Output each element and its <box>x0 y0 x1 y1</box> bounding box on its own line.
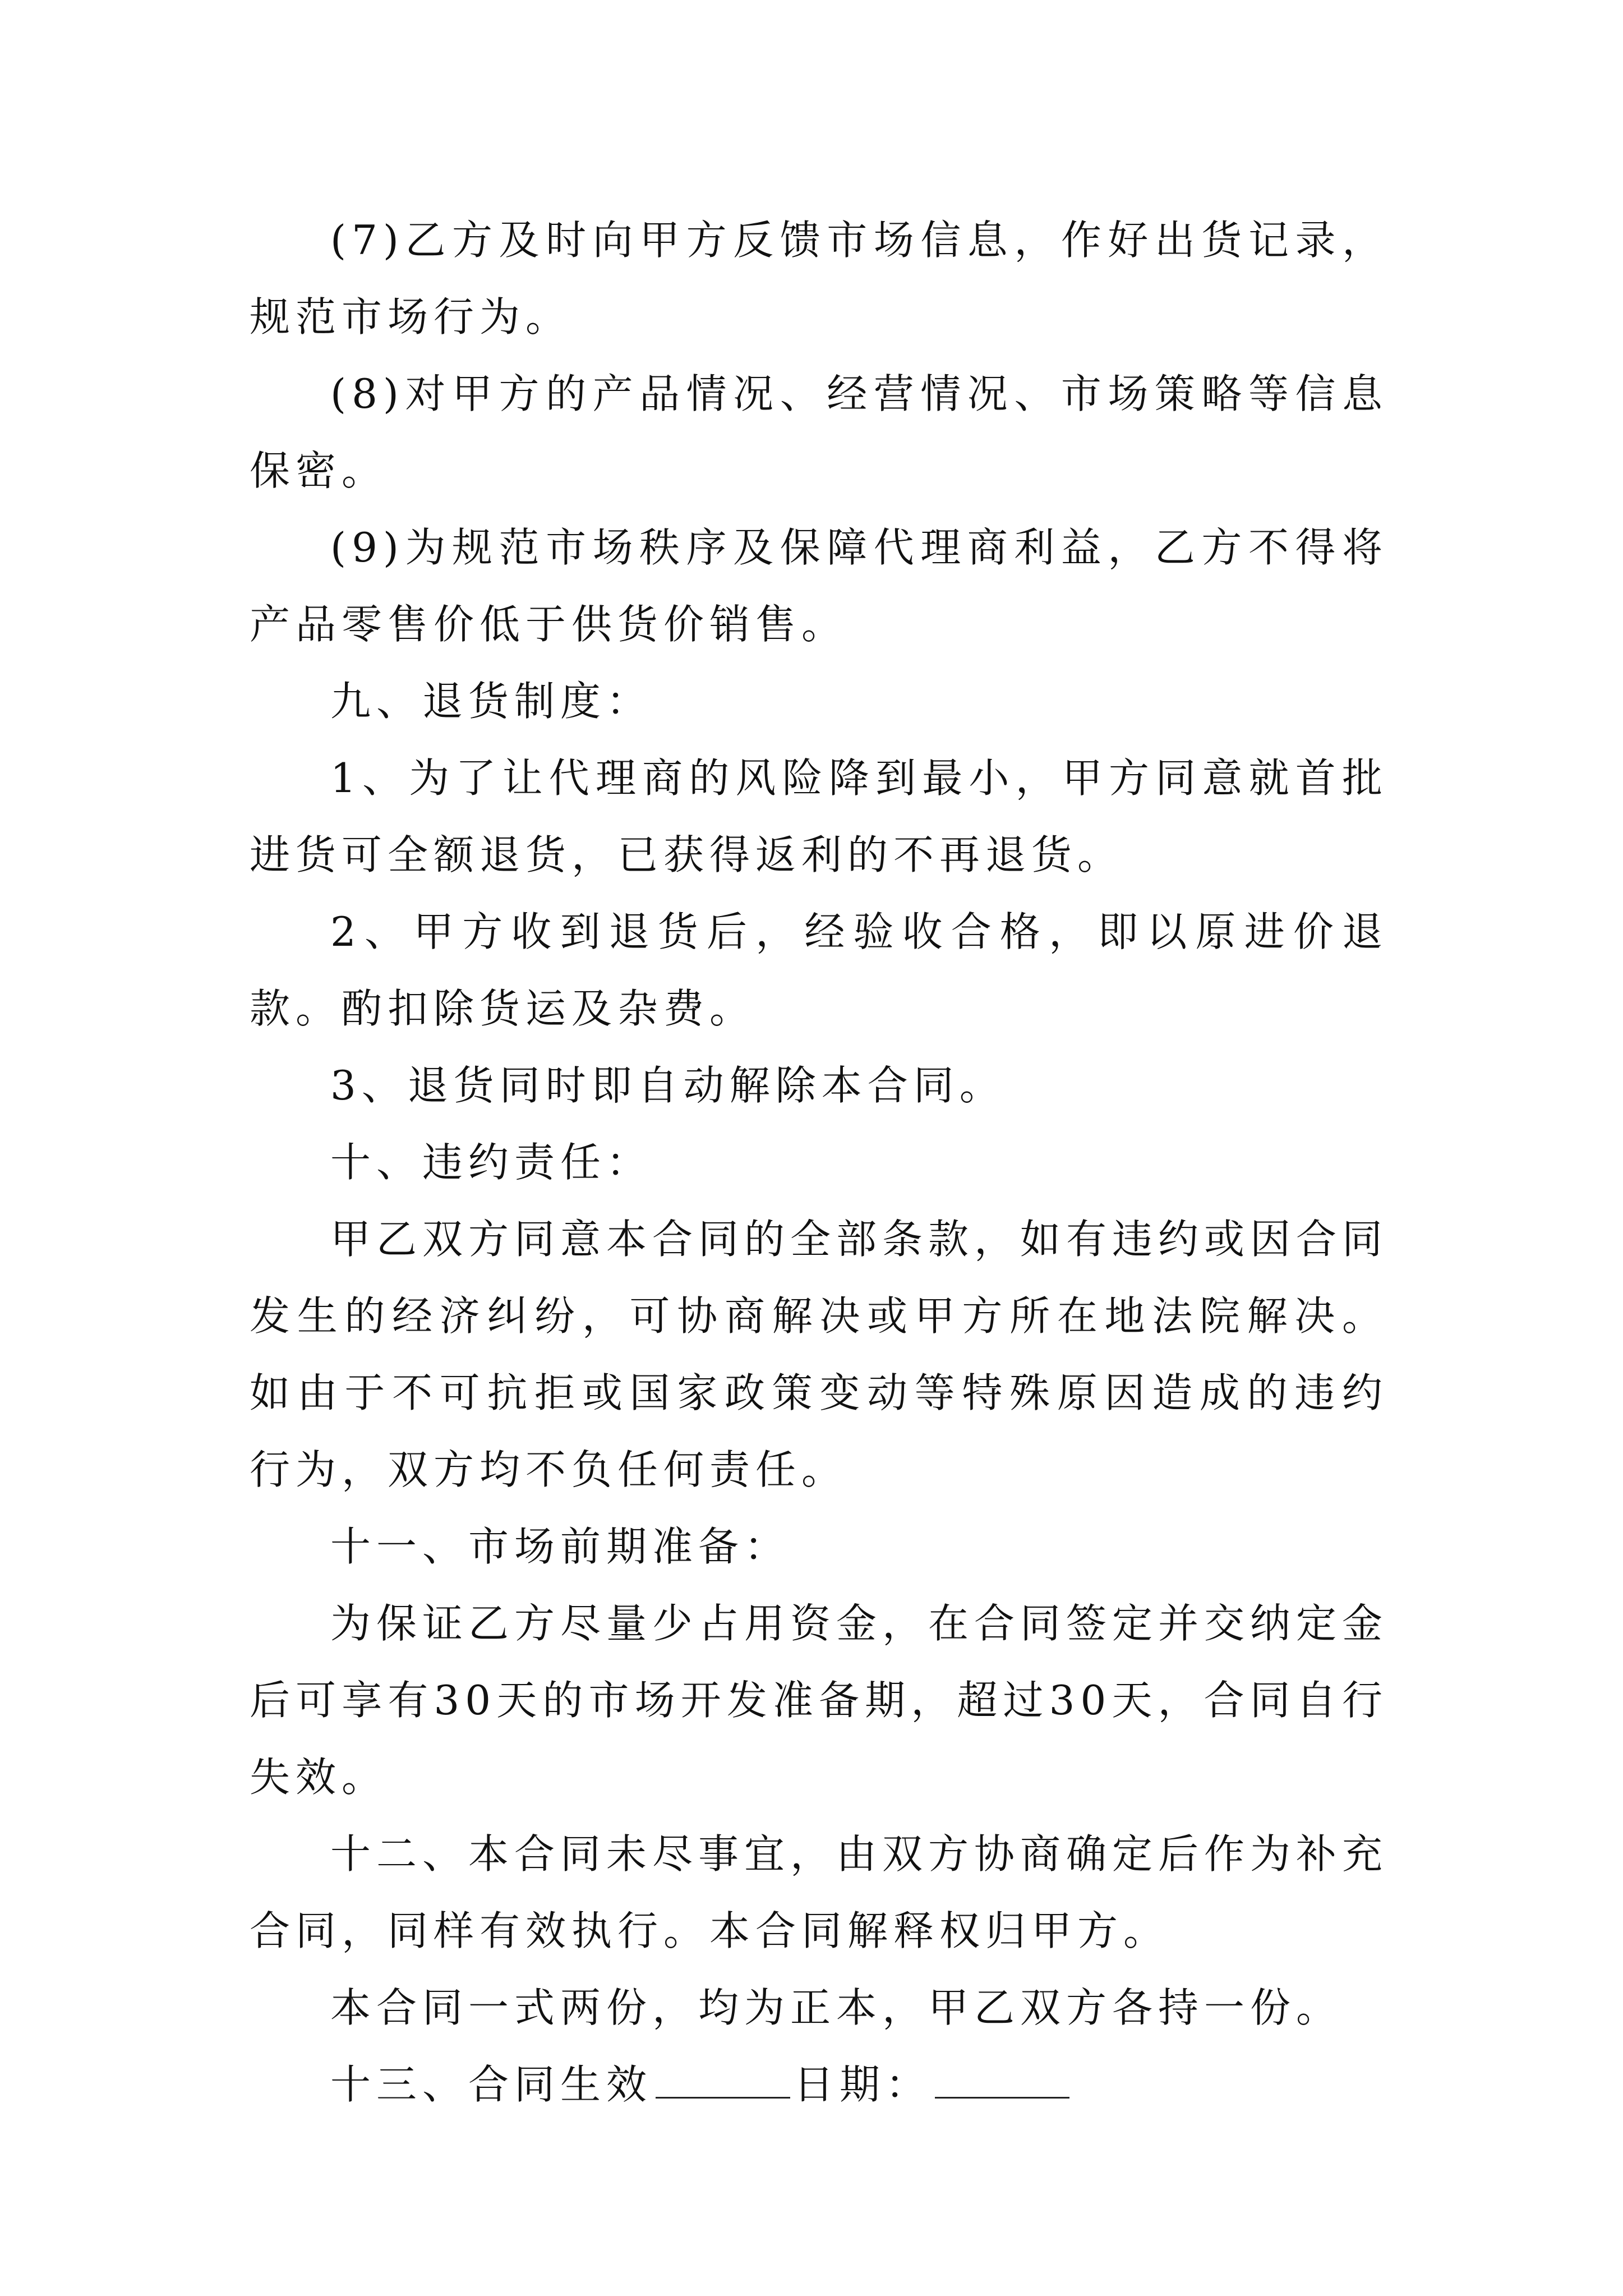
returns-item-3: 3、退货同时即自动解除本合同。 <box>330 1062 1006 1109</box>
liability-text: 甲乙双方同意本合同的全部条款，如有违约或因合同发生的经济纠纷，可协商解决或甲方所在地法院解决。如由于不可抗拒或国家政策变动等特殊原因造成的违约行为，双方均不负任何责任。 <box>250 1216 1389 1493</box>
date-blank <box>935 2063 1069 2099</box>
section-heading-preparation: 十一、市场前期准备： <box>330 1523 791 1570</box>
clause-9: (9)为规范市场秩序及保障代理商利益，乙方不得将产品零售价低于供货价销售。 <box>250 524 1388 648</box>
document-body <box>250 202 1388 2123</box>
date-label: 日期： <box>794 2061 932 2108</box>
effective-blank <box>656 2063 790 2099</box>
preparation-text: 为保证乙方尽量少占用资金，在合同签定并交纳定金后可享有30天的市场开发准备期，超过30天，合同自行失效。 <box>250 1600 1389 1801</box>
clause-7: (7)乙方及时向甲方反馈市场信息，作好出货记录，规范市场行为。 <box>250 217 1388 341</box>
effective-line <box>250 2046 1388 2123</box>
copies-statement: 本合同一式两份，均为正本，甲乙双方各持一份。 <box>330 1984 1343 2031</box>
section-heading-returns: 九、退货制度： <box>330 678 653 725</box>
clause-12: 十二、本合同未尽事宜，由双方协商确定后作为补充合同，同样有效执行。本合同解释权归甲方。 <box>250 1830 1389 1954</box>
clause-8: (8)对甲方的产品情况、经营情况、市场策略等信息保密。 <box>250 370 1388 494</box>
section-heading-liability: 十、违约责任： <box>330 1139 653 1186</box>
returns-item-2: 2、甲方收到退货后，经验收合格，即以原进价退款。酌扣除货运及杂费。 <box>250 908 1388 1032</box>
effective-label: 十三、合同生效 <box>330 2061 653 2108</box>
returns-item-1: 1、为了让代理商的风险降到最小，甲方同意就首批进货可全额退货，已获得返利的不再退货。 <box>250 754 1388 878</box>
